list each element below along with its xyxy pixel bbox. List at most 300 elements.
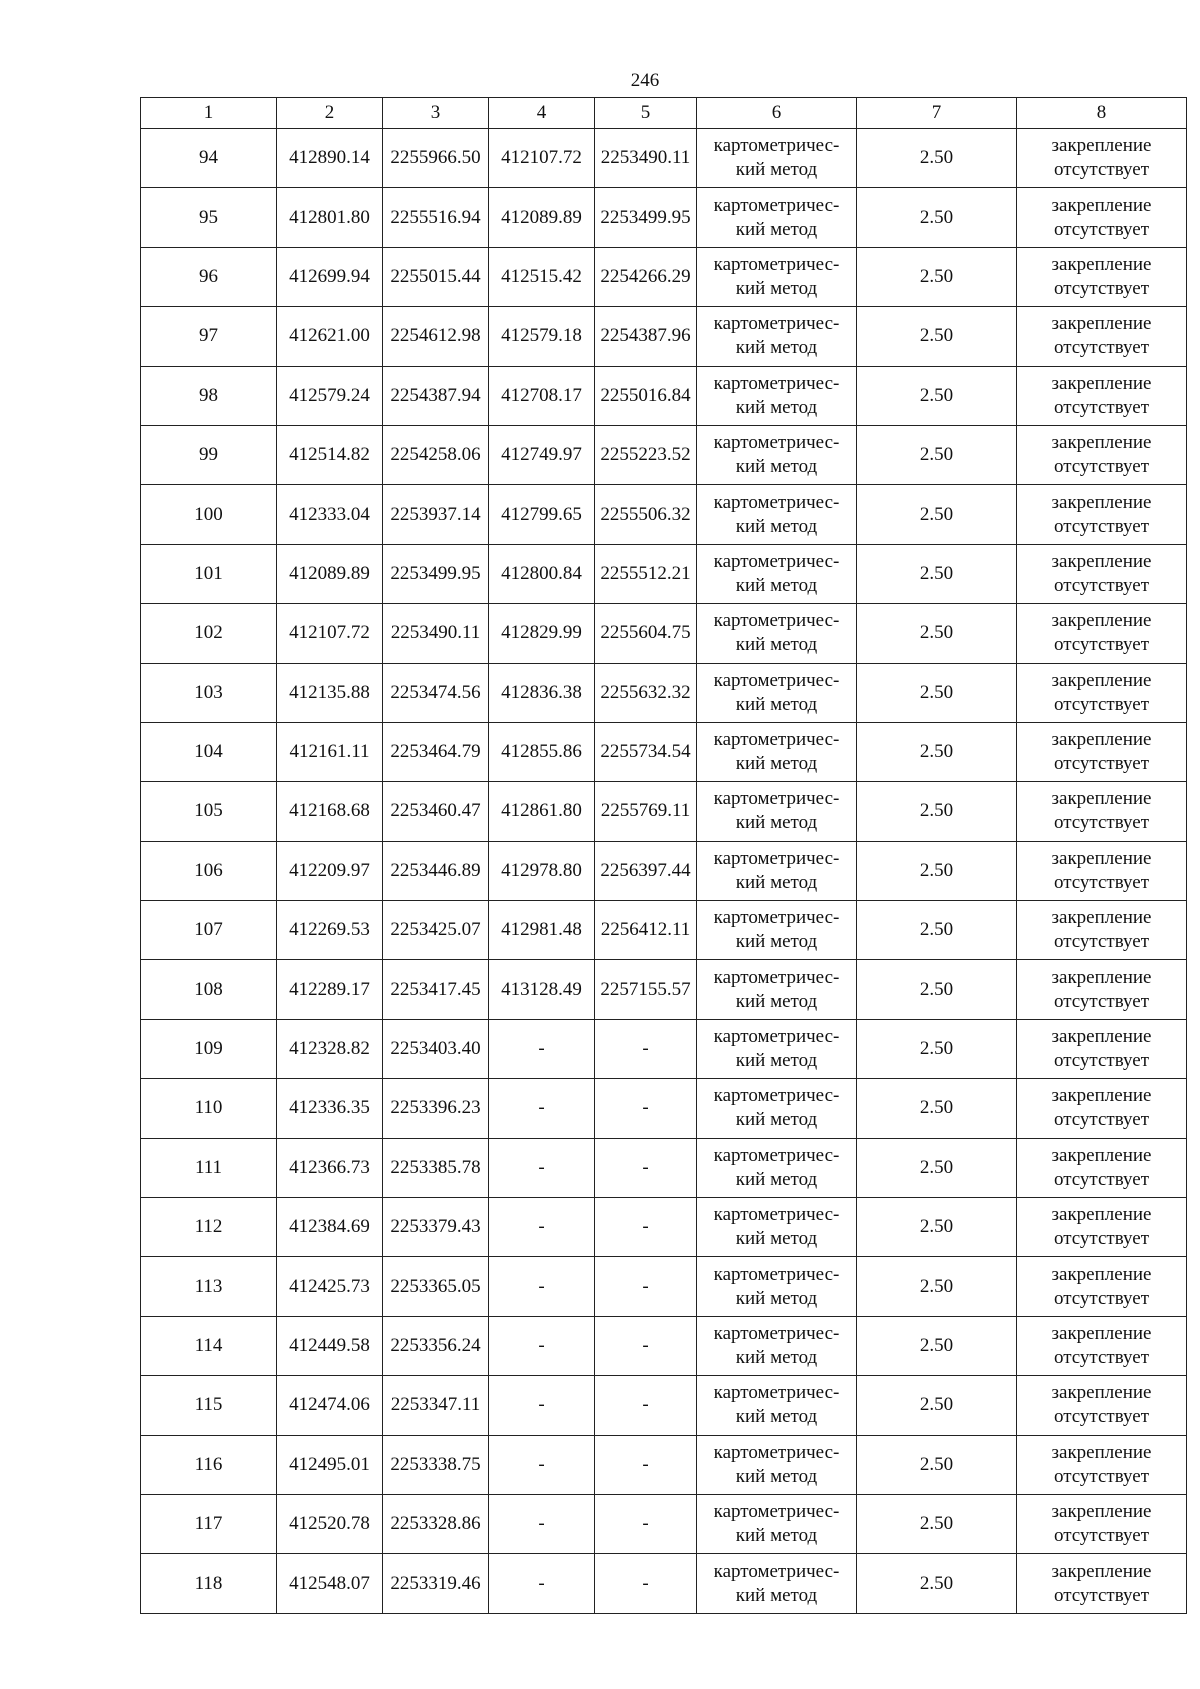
fixation-cell (1017, 307, 1187, 366)
table-row (141, 604, 1187, 663)
y-adjacent-cell: - (595, 1019, 697, 1078)
method-line: кий метод (735, 753, 818, 775)
y-coordinate-cell: 2253396.23 (383, 1079, 489, 1138)
point-number-cell: 106 (141, 841, 277, 900)
x-coordinate-cell: 412269.53 (277, 901, 383, 960)
fixation-line: отсутствует (1053, 634, 1150, 656)
y-coordinate-cell: 2253379.43 (383, 1198, 489, 1257)
method-cell (697, 901, 857, 960)
header-cell: 4 (489, 98, 595, 129)
x-coordinate-cell: 412135.88 (277, 663, 383, 722)
method-line: картометричес- (713, 491, 840, 513)
x-coordinate-cell: 412801.80 (277, 188, 383, 247)
method-line: кий метод (735, 277, 818, 299)
fixation-cell (1017, 1257, 1187, 1316)
fixation-line: отсутствует (1053, 753, 1150, 775)
method-cell (697, 1376, 857, 1435)
fixation-cell (1017, 1138, 1187, 1197)
x-coordinate-cell: 412168.68 (277, 782, 383, 841)
accuracy-cell: 2.50 (857, 307, 1017, 366)
y-adjacent-cell: - (595, 1198, 697, 1257)
x-adjacent-cell: 412107.72 (489, 129, 595, 188)
point-number-cell: 112 (141, 1198, 277, 1257)
fixation-line: закрепление (1051, 550, 1152, 572)
x-adjacent-cell: 412749.97 (489, 425, 595, 484)
method-line: картометричес- (713, 669, 840, 691)
table-row (141, 307, 1187, 366)
y-coordinate-cell: 2253319.46 (383, 1554, 489, 1613)
header-cell: 6 (697, 98, 857, 129)
y-coordinate-cell: 2253464.79 (383, 722, 489, 781)
y-adjacent-cell: 2256412.11 (595, 901, 697, 960)
y-coordinate-cell: 2254612.98 (383, 307, 489, 366)
fixation-line: отсутствует (1053, 218, 1150, 240)
point-number-cell: 96 (141, 247, 277, 306)
fixation-line: отсутствует (1053, 1168, 1150, 1190)
point-number-cell: 103 (141, 663, 277, 722)
accuracy-cell: 2.50 (857, 604, 1017, 663)
method-line: кий метод (735, 1050, 818, 1072)
fixation-line: закрепление (1051, 1144, 1152, 1166)
y-adjacent-cell: 2255734.54 (595, 722, 697, 781)
accuracy-cell: 2.50 (857, 485, 1017, 544)
method-line: кий метод (735, 574, 818, 596)
y-adjacent-cell: 2253490.11 (595, 129, 697, 188)
header-cell: 2 (277, 98, 383, 129)
accuracy-cell: 2.50 (857, 366, 1017, 425)
coordinates-table (140, 97, 1187, 1614)
accuracy-cell: 2.50 (857, 901, 1017, 960)
fixation-line: отсутствует (1053, 515, 1150, 537)
table-row (141, 722, 1187, 781)
table-row (141, 1198, 1187, 1257)
fixation-line: закрепление (1051, 1382, 1152, 1404)
table-row (141, 544, 1187, 603)
accuracy-cell: 2.50 (857, 782, 1017, 841)
accuracy-cell: 2.50 (857, 960, 1017, 1019)
point-number-cell: 100 (141, 485, 277, 544)
fixation-line: закрепление (1051, 1204, 1152, 1226)
x-adjacent-cell: 412981.48 (489, 901, 595, 960)
point-number-cell: 94 (141, 129, 277, 188)
point-number-cell: 109 (141, 1019, 277, 1078)
method-line: картометричес- (713, 1263, 840, 1285)
fixation-line: отсутствует (1053, 1406, 1150, 1428)
x-adjacent-cell: - (489, 1079, 595, 1138)
method-line: картометричес- (713, 1026, 840, 1048)
x-adjacent-cell: - (489, 1138, 595, 1197)
fixation-cell (1017, 366, 1187, 425)
method-line: картометричес- (713, 372, 840, 394)
table-row (141, 1376, 1187, 1435)
method-line: кий метод (735, 1347, 818, 1368)
fixation-cell (1017, 841, 1187, 900)
table-row (141, 841, 1187, 900)
fixation-line: закрепление (1051, 135, 1152, 157)
fixation-line: отсутствует (1053, 990, 1150, 1012)
fixation-line: закрепление (1051, 1560, 1152, 1582)
x-coordinate-cell: 412328.82 (277, 1019, 383, 1078)
table-row (141, 663, 1187, 722)
x-coordinate-cell: 412161.11 (277, 722, 383, 781)
fixation-line: отсутствует (1053, 574, 1150, 596)
method-cell (697, 841, 857, 900)
y-adjacent-cell: - (595, 1435, 697, 1494)
table-row (141, 960, 1187, 1019)
x-adjacent-cell: - (489, 1198, 595, 1257)
x-adjacent-cell: 413128.49 (489, 960, 595, 1019)
method-cell (697, 1138, 857, 1197)
method-line: картометричес- (713, 194, 840, 216)
y-adjacent-cell: 2255506.32 (595, 485, 697, 544)
x-coordinate-cell: 412495.01 (277, 1435, 383, 1494)
accuracy-cell: 2.50 (857, 1376, 1017, 1435)
fixation-line: отсутствует (1053, 159, 1150, 181)
fixation-cell (1017, 188, 1187, 247)
method-line: картометричес- (713, 1501, 840, 1523)
method-line: кий метод (735, 456, 818, 478)
method-line: картометричес- (713, 966, 840, 988)
method-line: кий метод (735, 218, 818, 240)
point-number-cell: 111 (141, 1138, 277, 1197)
header-cell: 7 (857, 98, 1017, 129)
y-adjacent-cell: - (595, 1257, 697, 1316)
y-coordinate-cell: 2253460.47 (383, 782, 489, 841)
fixation-line: отсутствует (1053, 693, 1150, 715)
y-adjacent-cell: 2257155.57 (595, 960, 697, 1019)
fixation-line: закрепление (1051, 1501, 1152, 1523)
method-line: картометричес- (713, 1382, 840, 1404)
header-cell: 1 (141, 98, 277, 129)
table-row (141, 1494, 1187, 1553)
fixation-cell (1017, 1079, 1187, 1138)
method-line: кий метод (735, 1109, 818, 1131)
accuracy-cell: 2.50 (857, 544, 1017, 603)
y-adjacent-cell: - (595, 1138, 697, 1197)
accuracy-cell: 2.50 (857, 841, 1017, 900)
y-adjacent-cell: - (595, 1316, 697, 1375)
fixation-line: отсутствует (1053, 1228, 1150, 1250)
point-number-cell: 116 (141, 1435, 277, 1494)
y-coordinate-cell: 2253417.45 (383, 960, 489, 1019)
fixation-line: отсутствует (1053, 396, 1150, 418)
y-coordinate-cell: 2253347.11 (383, 1376, 489, 1435)
y-coordinate-cell: 2253499.95 (383, 544, 489, 603)
point-number-cell: 105 (141, 782, 277, 841)
y-adjacent-cell: 2255512.21 (595, 544, 697, 603)
fixation-line: закрепление (1051, 1263, 1152, 1285)
fixation-line: закрепление (1051, 669, 1152, 691)
x-adjacent-cell: - (489, 1376, 595, 1435)
table-row (141, 188, 1187, 247)
method-line: кий метод (735, 1406, 818, 1428)
method-cell (697, 366, 857, 425)
method-cell (697, 1257, 857, 1316)
table-row (141, 1079, 1187, 1138)
method-line: картометричес- (713, 253, 840, 275)
method-line: картометричес- (713, 550, 840, 572)
method-line: картометричес- (713, 729, 840, 751)
fixation-line: отсутствует (1053, 1347, 1150, 1368)
y-adjacent-cell: - (595, 1554, 697, 1613)
method-line: кий метод (735, 337, 818, 359)
method-cell (697, 663, 857, 722)
x-coordinate-cell: 412514.82 (277, 425, 383, 484)
fixation-line: закрепление (1051, 194, 1152, 216)
fixation-line: закрепление (1051, 907, 1152, 929)
x-coordinate-cell: 412520.78 (277, 1494, 383, 1553)
fixation-line: отсутствует (1053, 1584, 1150, 1606)
x-adjacent-cell: 412978.80 (489, 841, 595, 900)
method-line: картометричес- (713, 907, 840, 929)
point-number-cell: 115 (141, 1376, 277, 1435)
fixation-cell (1017, 544, 1187, 603)
accuracy-cell: 2.50 (857, 1019, 1017, 1078)
fixation-cell (1017, 1316, 1187, 1375)
x-adjacent-cell: 412861.80 (489, 782, 595, 841)
method-line: картометричес- (713, 313, 840, 335)
x-adjacent-cell: 412089.89 (489, 188, 595, 247)
fixation-line: отсутствует (1053, 277, 1150, 299)
method-line: кий метод (735, 1228, 818, 1250)
fixation-cell (1017, 1554, 1187, 1613)
x-adjacent-cell: 412799.65 (489, 485, 595, 544)
fixation-line: закрепление (1051, 372, 1152, 394)
method-line: кий метод (735, 1168, 818, 1190)
table-row (141, 1554, 1187, 1613)
x-coordinate-cell: 412289.17 (277, 960, 383, 1019)
point-number-cell: 102 (141, 604, 277, 663)
method-line: картометричес- (713, 1441, 840, 1463)
method-line: кий метод (735, 871, 818, 893)
header-cell: 5 (595, 98, 697, 129)
table-row (141, 1019, 1187, 1078)
y-coordinate-cell: 2255015.44 (383, 247, 489, 306)
y-coordinate-cell: 2253356.24 (383, 1316, 489, 1375)
method-line: картометричес- (713, 135, 840, 157)
y-adjacent-cell: 2254266.29 (595, 247, 697, 306)
fixation-line: отсутствует (1053, 871, 1150, 893)
fixation-cell (1017, 247, 1187, 306)
y-coordinate-cell: 2253403.40 (383, 1019, 489, 1078)
method-line: картометричес- (713, 1560, 840, 1582)
fixation-cell (1017, 604, 1187, 663)
y-coordinate-cell: 2253490.11 (383, 604, 489, 663)
fixation-cell (1017, 960, 1187, 1019)
fixation-line: закрепление (1051, 1085, 1152, 1107)
x-coordinate-cell: 412425.73 (277, 1257, 383, 1316)
fixation-line: закрепление (1051, 966, 1152, 988)
x-coordinate-cell: 412621.00 (277, 307, 383, 366)
x-coordinate-cell: 412474.06 (277, 1376, 383, 1435)
y-coordinate-cell: 2253338.75 (383, 1435, 489, 1494)
y-adjacent-cell: - (595, 1079, 697, 1138)
method-line: картометричес- (713, 1323, 840, 1344)
y-adjacent-cell: 2256397.44 (595, 841, 697, 900)
fixation-line: отсутствует (1053, 456, 1150, 478)
accuracy-cell: 2.50 (857, 1079, 1017, 1138)
x-adjacent-cell: 412800.84 (489, 544, 595, 603)
y-adjacent-cell: 2255604.75 (595, 604, 697, 663)
x-adjacent-cell: - (489, 1019, 595, 1078)
fixation-line: отсутствует (1053, 1525, 1150, 1547)
method-cell (697, 960, 857, 1019)
header-row (141, 98, 1187, 129)
fixation-line: отсутствует (1053, 1465, 1150, 1487)
fixation-line: закрепление (1051, 610, 1152, 632)
method-cell (697, 425, 857, 484)
fixation-line: закрепление (1051, 1441, 1152, 1463)
fixation-cell (1017, 485, 1187, 544)
fixation-line: закрепление (1051, 847, 1152, 869)
y-coordinate-cell: 2253328.86 (383, 1494, 489, 1553)
method-cell (697, 247, 857, 306)
fixation-cell (1017, 1494, 1187, 1553)
point-number-cell: 101 (141, 544, 277, 603)
method-line: кий метод (735, 515, 818, 537)
accuracy-cell: 2.50 (857, 129, 1017, 188)
table-row (141, 366, 1187, 425)
method-line: картометричес- (713, 432, 840, 454)
accuracy-cell: 2.50 (857, 663, 1017, 722)
method-line: кий метод (735, 693, 818, 715)
accuracy-cell: 2.50 (857, 1554, 1017, 1613)
y-adjacent-cell: 2253499.95 (595, 188, 697, 247)
fixation-cell (1017, 1376, 1187, 1435)
point-number-cell: 104 (141, 722, 277, 781)
x-adjacent-cell: 412579.18 (489, 307, 595, 366)
fixation-cell (1017, 1019, 1187, 1078)
accuracy-cell: 2.50 (857, 1257, 1017, 1316)
fixation-cell (1017, 663, 1187, 722)
fixation-cell (1017, 1198, 1187, 1257)
method-line: кий метод (735, 931, 818, 953)
accuracy-cell: 2.50 (857, 722, 1017, 781)
point-number-cell: 118 (141, 1554, 277, 1613)
method-line: кий метод (735, 812, 818, 834)
table-row (141, 1316, 1187, 1375)
fixation-cell (1017, 722, 1187, 781)
x-coordinate-cell: 412089.89 (277, 544, 383, 603)
method-line: кий метод (735, 159, 818, 181)
x-adjacent-cell: - (489, 1257, 595, 1316)
fixation-line: закрепление (1051, 1026, 1152, 1048)
y-coordinate-cell: 2253474.56 (383, 663, 489, 722)
accuracy-cell: 2.50 (857, 1138, 1017, 1197)
point-number-cell: 107 (141, 901, 277, 960)
table-row (141, 1138, 1187, 1197)
x-adjacent-cell: 412855.86 (489, 722, 595, 781)
method-line: кий метод (735, 396, 818, 418)
method-cell (697, 604, 857, 663)
method-cell (697, 1494, 857, 1553)
page-number: 246 (630, 70, 660, 91)
method-line: картометричес- (713, 1144, 840, 1166)
method-cell (697, 188, 857, 247)
fixation-cell (1017, 901, 1187, 960)
header-cell: 8 (1017, 98, 1187, 129)
x-coordinate-cell: 412579.24 (277, 366, 383, 425)
x-adjacent-cell: - (489, 1316, 595, 1375)
method-cell (697, 1019, 857, 1078)
method-cell (697, 544, 857, 603)
accuracy-cell: 2.50 (857, 188, 1017, 247)
x-adjacent-cell: 412836.38 (489, 663, 595, 722)
accuracy-cell: 2.50 (857, 1198, 1017, 1257)
x-coordinate-cell: 412366.73 (277, 1138, 383, 1197)
x-adjacent-cell: - (489, 1554, 595, 1613)
method-cell (697, 1316, 857, 1375)
method-cell (697, 1554, 857, 1613)
point-number-cell: 98 (141, 366, 277, 425)
fixation-line: отсутствует (1053, 1109, 1150, 1131)
fixation-line: закрепление (1051, 491, 1152, 513)
fixation-line: отсутствует (1053, 1287, 1150, 1309)
y-adjacent-cell: 2255769.11 (595, 782, 697, 841)
x-adjacent-cell: 412708.17 (489, 366, 595, 425)
x-coordinate-cell: 412107.72 (277, 604, 383, 663)
fixation-line: закрепление (1051, 432, 1152, 454)
method-line: кий метод (735, 1465, 818, 1487)
method-cell (697, 722, 857, 781)
accuracy-cell: 2.50 (857, 1435, 1017, 1494)
point-number-cell: 95 (141, 188, 277, 247)
fixation-cell (1017, 129, 1187, 188)
point-number-cell: 97 (141, 307, 277, 366)
method-line: картометричес- (713, 610, 840, 632)
table-row (141, 1435, 1187, 1494)
method-line: кий метод (735, 990, 818, 1012)
y-adjacent-cell: 2254387.96 (595, 307, 697, 366)
y-coordinate-cell: 2255966.50 (383, 129, 489, 188)
y-coordinate-cell: 2253425.07 (383, 901, 489, 960)
fixation-cell (1017, 425, 1187, 484)
table-row (141, 425, 1187, 484)
accuracy-cell: 2.50 (857, 425, 1017, 484)
x-coordinate-cell: 412384.69 (277, 1198, 383, 1257)
y-adjacent-cell: - (595, 1494, 697, 1553)
point-number-cell: 117 (141, 1494, 277, 1553)
y-coordinate-cell: 2253365.05 (383, 1257, 489, 1316)
method-line: картометричес- (713, 788, 840, 810)
y-adjacent-cell: 2255016.84 (595, 366, 697, 425)
fixation-line: закрепление (1051, 729, 1152, 751)
fixation-line: отсутствует (1053, 931, 1150, 953)
table-row (141, 247, 1187, 306)
table-row (141, 129, 1187, 188)
header-cell: 3 (383, 98, 489, 129)
y-coordinate-cell: 2253937.14 (383, 485, 489, 544)
method-line: картометричес- (713, 1204, 840, 1226)
x-coordinate-cell: 412333.04 (277, 485, 383, 544)
fixation-cell (1017, 782, 1187, 841)
point-number-cell: 108 (141, 960, 277, 1019)
y-adjacent-cell: - (595, 1376, 697, 1435)
method-line: картометричес- (713, 847, 840, 869)
x-coordinate-cell: 412890.14 (277, 129, 383, 188)
point-number-cell: 113 (141, 1257, 277, 1316)
x-coordinate-cell: 412699.94 (277, 247, 383, 306)
y-coordinate-cell: 2254387.94 (383, 366, 489, 425)
fixation-line: отсутствует (1053, 1050, 1150, 1072)
method-cell (697, 1435, 857, 1494)
method-cell (697, 782, 857, 841)
x-adjacent-cell: 412829.99 (489, 604, 595, 663)
accuracy-cell: 2.50 (857, 1494, 1017, 1553)
fixation-line: отсутствует (1053, 337, 1150, 359)
method-line: кий метод (735, 1584, 818, 1606)
point-number-cell: 114 (141, 1316, 277, 1375)
